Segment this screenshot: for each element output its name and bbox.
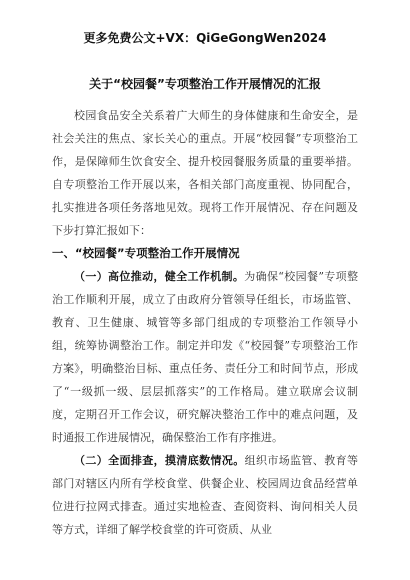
document-title: 关于“校园餐”专项整治工作开展情况的汇报	[89, 77, 321, 91]
item-2-lead: （二）全面排查，摸清底数情况。	[74, 454, 245, 467]
item-1-text: 为确保“校园餐”专项整治工作顺利开展，成立了由政府分管领导任组长，市场监管、教育、卫生健康、城管等多部门组成的专项整治工作领导小组，统筹协调整治工作。制定并印发《“校园餐”专项整治工作方案》，明确整治目标、重点任务、责任分工和时间节点，形成了“一级抓一级、层层抓落实”的工作格局。建立联席会议制度，定期召开工作会议，研究解决整治工作中的难点问题，及时通报工作进展情况，确保整治工作有序推进。	[52, 270, 358, 444]
intro-paragraph: 校园食品安全关系着广大师生的身体健康和生命安全，是社会关注的焦点、家长关心的重点。开展“校园餐”专项整治工作，是保障师生饮食安全、提升校园餐服务质量的重要举措。自专项整治工作开展以来，各相关部门高度重视、协同配合，扎实推进各项任务落地见效。现将工作开展情况、存在问题及下步打算汇报如下：	[52, 109, 358, 237]
item-2-paragraph	[52, 449, 358, 541]
item-1-lead: （一）高位推动，健全工作机制。	[74, 270, 245, 283]
watermark-header: 更多免费公文+VX：QiGeGongWen2024	[83, 31, 327, 45]
section-heading-1: 一、“校园餐”专项整治工作开展情况	[52, 246, 240, 260]
item-1-paragraph	[52, 265, 358, 449]
item-2-text: 组织市场监管、教育等部门对辖区内所有学校食堂、供餐企业、校园周边食品经营单位进行拉网式排查。通过实地检查、查阅资料、询问相关人员等方式，详细了解学校食堂的许可资质、从业	[52, 454, 358, 536]
